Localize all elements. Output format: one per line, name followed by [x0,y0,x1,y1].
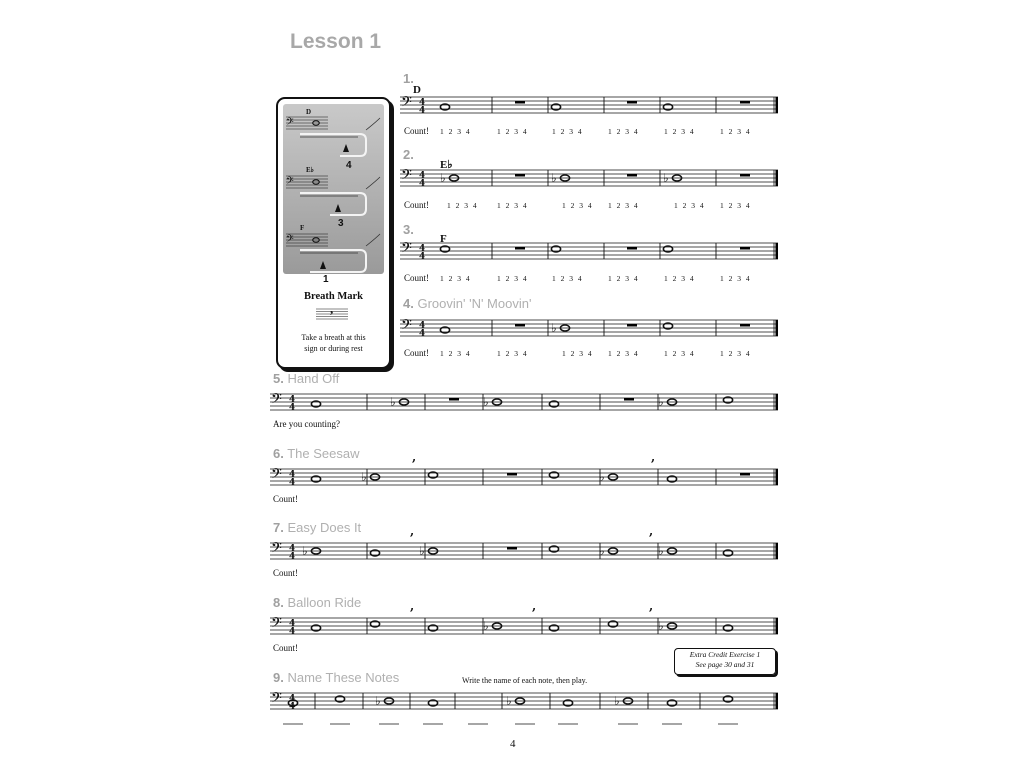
count-beats: 1 2 3 4 [440,274,470,283]
time-signature-top: 4 [289,544,296,554]
whole-rest-icon [515,324,525,327]
flat-sign-icon: ♭ [419,544,425,558]
whole-rest-icon [507,547,517,550]
count-beats: 1 2 3 4 [552,127,582,136]
count-beats: 1 2 3 4 [720,127,750,136]
count-beats: 1 2 3 4 [447,201,477,210]
final-bar-thick [776,170,779,186]
position-arrow-icon [320,261,326,269]
exercise-4-title: 4. Groovin' 'N' Moovin' [403,296,532,311]
flat-sign-icon: ♭ [599,544,605,558]
exercise-2-note-label: E♭ [440,159,453,171]
time-signature-top: 4 [289,470,296,480]
flat-sign-icon: ♭ [614,694,620,708]
exercise-1-note-label: D [413,84,421,96]
exercise-9-instruction: Write the name of each note, then play. [462,676,588,685]
trombone-bell-outline [366,234,380,246]
flat-sign-icon: ♭ [483,619,489,633]
bass-clef-icon: 𝄢 [401,167,412,187]
time-signature-bottom: 4 [419,106,426,116]
flat-sign-icon: ♭ [658,395,664,409]
flat-sign-icon: ♭ [390,395,396,409]
flat-sign-icon: ♭ [663,171,669,185]
final-bar-thick [776,469,779,485]
breath-mark-icon: , [649,599,654,613]
count-beats: 1 2 3 4 [440,349,470,358]
exercise-9-title: 9. Name These Notes [273,670,400,685]
flat-sign-icon: ♭ [361,470,367,484]
exercise-2-count-label: Count! [404,200,430,210]
time-signature-top: 4 [419,98,426,108]
whole-rest-icon [740,473,750,476]
time-signature-bottom: 4 [289,403,296,413]
count-beats: 1 2 3 4 [562,349,592,358]
count-beats: 1 2 3 4 [664,274,694,283]
whole-rest-icon [740,174,750,177]
exercise-5-caption: Are you counting? [273,419,340,429]
bass-clef-icon: 𝄢 [271,540,282,560]
exercise-6-caption: Count! [273,494,299,504]
exercise-5-title: 5. Hand Off [273,371,340,386]
lesson-title: Lesson 1 [290,30,382,53]
bass-clef-icon: 𝄢 [271,391,282,411]
time-signature-top: 4 [289,619,296,629]
time-signature-bottom: 4 [419,252,426,262]
final-bar-thick [776,618,779,634]
whole-rest-icon [627,174,637,177]
time-signature-top: 4 [419,321,426,331]
whole-rest-icon [627,324,637,327]
flat-sign-icon: ♭ [658,544,664,558]
whole-rest-icon [515,174,525,177]
time-signature-bottom: 4 [289,552,296,562]
breath-mark-icon: , [651,450,656,464]
exercise-3-note-label: F [440,233,447,245]
count-beats: 1 2 3 4 [608,349,638,358]
breath-mark-icon: , [532,599,537,613]
extra-credit-line1: Extra Credit Exercise 1 [689,650,761,659]
whole-rest-icon [515,101,525,104]
exercise-2-title: 2. [403,147,414,162]
extra-credit-box [674,648,776,675]
whole-rest-icon [740,324,750,327]
whole-rest-icon [449,398,459,401]
breath-mark-icon: , [410,599,415,613]
count-beats: 1 2 3 4 [497,349,527,358]
count-beats: 1 2 3 4 [552,274,582,283]
bass-clef-icon: 𝄢 [286,233,294,247]
final-bar-thick [776,394,779,410]
breath-caption-line2: sign or during rest [304,344,363,353]
flat-sign-icon: ♭ [551,171,557,185]
flat-sign-icon: ♭ [599,470,605,484]
count-beats: 1 2 3 4 [562,201,592,210]
flat-sign-icon: ♭ [302,544,308,558]
count-beats: 1 2 3 4 [664,127,694,136]
flat-sign-icon: ♭ [551,321,557,335]
final-bar-thick [776,543,779,559]
count-beats: 1 2 3 4 [608,274,638,283]
whole-rest-icon [627,101,637,104]
count-beats: 1 2 3 4 [674,201,704,210]
position-arrow-icon [335,204,341,212]
trombone-bell-outline [366,118,380,130]
time-signature-bottom: 4 [289,478,296,488]
count-beats: 1 2 3 4 [497,127,527,136]
breath-mark-title: Breath Mark [303,291,363,302]
bass-clef-icon: 𝄢 [401,317,412,337]
slide-position-1: 1 [323,274,329,285]
count-beats: 1 2 3 4 [497,201,527,210]
page-number: 4 [510,738,516,750]
time-signature-top: 4 [289,395,296,405]
exercise-7-title: 7. Easy Does It [273,520,362,535]
exercise-1-count-label: Count! [404,126,430,136]
time-signature-top: 4 [419,244,426,254]
count-beats: 1 2 3 4 [720,201,750,210]
whole-rest-icon [740,247,750,250]
flat-sign-icon: ♭ [506,694,512,708]
count-beats: 1 2 3 4 [664,349,694,358]
bass-clef-icon: 𝄢 [401,240,412,260]
time-signature-bottom: 4 [289,702,296,712]
count-beats: 1 2 3 4 [720,274,750,283]
whole-rest-icon [515,247,525,250]
sidebar-note-eflat: E♭ [306,166,314,174]
final-bar-thick [776,693,779,709]
exercise-3-title: 3. [403,222,414,237]
extra-credit-line2: See page 30 and 31 [695,660,755,669]
slide-position-4: 4 [346,160,352,171]
trombone-bell-outline [366,177,380,189]
breath-caption-line1: Take a breath at this [301,333,366,342]
time-signature-bottom: 4 [289,627,296,637]
flat-sign-icon: ♭ [483,395,489,409]
breath-mark-icon: , [649,524,654,538]
final-bar-thick [776,243,779,259]
exercise-8-caption: Count! [273,643,299,653]
sidebar-note-f: F [300,224,305,232]
bass-clef-icon: 𝄢 [271,690,282,710]
whole-rest-icon [740,101,750,104]
position-arrow-icon [343,144,349,152]
bass-clef-icon: 𝄢 [271,615,282,635]
breath-mark-icon: , [412,450,417,464]
time-signature-bottom: 4 [419,329,426,339]
count-beats: 1 2 3 4 [720,349,750,358]
whole-rest-icon [627,247,637,250]
flat-sign-icon: ♭ [375,694,381,708]
whole-rest-icon [507,473,517,476]
count-beats: 1 2 3 4 [440,127,470,136]
exercise-3-count-label: Count! [404,273,430,283]
bass-clef-icon: 𝄢 [271,466,282,486]
time-signature-bottom: 4 [419,179,426,189]
whole-rest-icon [624,398,634,401]
bass-clef-icon: 𝄢 [286,175,294,189]
exercise-1-title: 1. [403,71,414,86]
breath-mark-icon: , [330,301,334,316]
time-signature-top: 4 [289,694,296,704]
final-bar-thick [776,97,779,113]
bass-clef-icon: 𝄢 [401,94,412,114]
count-beats: 1 2 3 4 [497,274,527,283]
flat-sign-icon: ♭ [658,619,664,633]
breath-mark-icon: , [410,524,415,538]
sidebar-note-d: D [306,108,312,116]
count-beats: 1 2 3 4 [608,127,638,136]
final-bar-thick [776,320,779,336]
exercise-4-count-label: Count! [404,348,430,358]
count-beats: 1 2 3 4 [608,201,638,210]
slide-position-3: 3 [338,218,344,229]
exercise-7-caption: Count! [273,568,299,578]
exercise-8-title: 8. Balloon Ride [273,595,362,610]
exercise-6-title: 6. The Seesaw [273,446,360,461]
time-signature-top: 4 [419,171,426,181]
flat-sign-icon: ♭ [440,171,446,185]
bass-clef-icon: 𝄢 [286,116,294,130]
